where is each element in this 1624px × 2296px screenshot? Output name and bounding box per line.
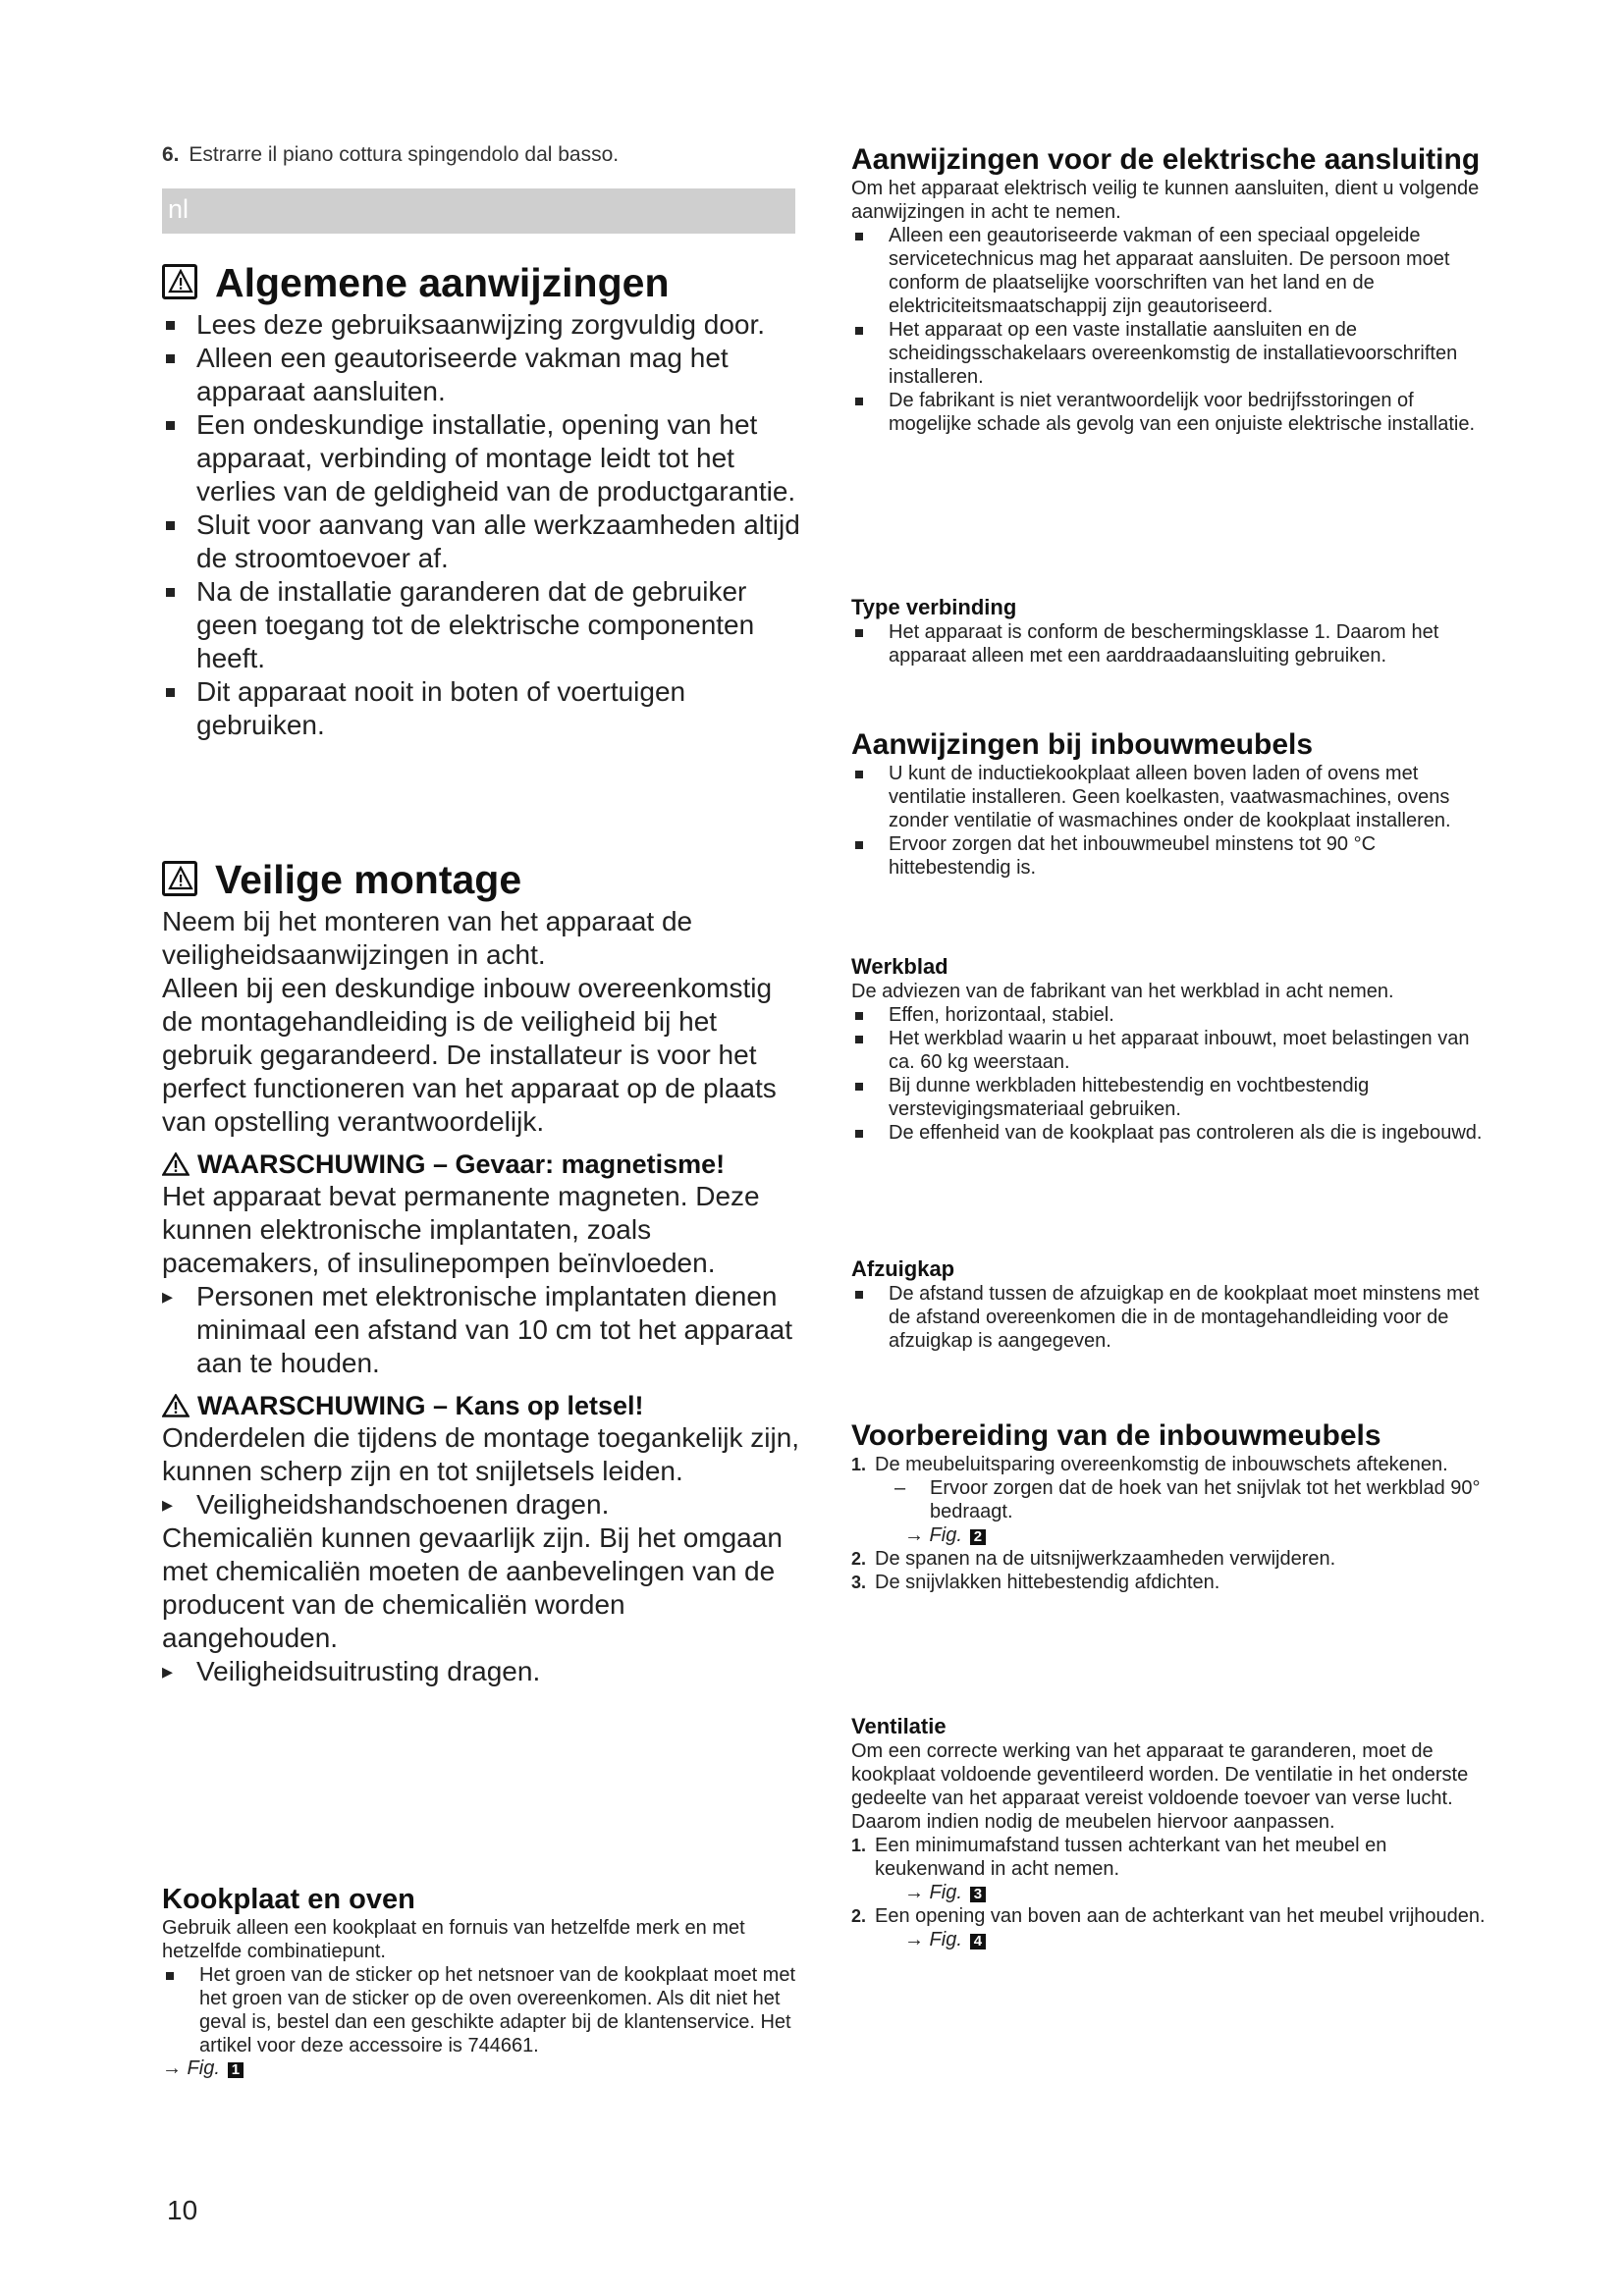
paragraph: Om een correcte werking van het apparaat te garanderen, moet de kookplaat voldoende geventileerd worden. De ventilatie in het onderste gedeelte van het apparaat vereist voldoende toevoer van verse lucht. Daarom indien nodig de meubelen hiervoor aanpassen. [851, 1740, 1469, 1833]
action-item: ▸ Veiligheidshandschoenen dragen. [162, 1488, 800, 1522]
step-item: 2. Een opening van boven aan de achterkant van het meubel vrijhouden. → Fig. 4 [851, 1904, 1499, 1951]
step-item: 3. De snijvlakken hittebestendig afdichten. [851, 1572, 1220, 1593]
list-item: Een ondeskundige installatie, opening van het apparaat, verbinding of montage leidt tot het verlies van de geldigheid van de productgarantie. [162, 408, 800, 508]
paragraph: Neem bij het monteren van het apparaat de veiligheidsaanwijzingen in acht. [162, 906, 693, 970]
warning-triangle-icon [162, 1152, 189, 1176]
figure-number: 1 [228, 2062, 244, 2078]
section-title-safe: Veilige montage [162, 856, 521, 903]
section-title-vent: Ventilatie [851, 1714, 947, 1738]
sub-step: – Ervoor zorgen dat de hoek van het snijvlak tot het werkblad 90° bedraagt. [894, 1476, 1499, 1523]
figure-number: 2 [970, 1529, 986, 1545]
step-item: 1. Een minimumafstand tussen achterkant van het meubel en keukenwand in acht nemen. → Fig. 3 [851, 1834, 1499, 1904]
list-item: Alleen een geautoriseerde vakman mag het apparaat aansluiten. [162, 342, 800, 408]
paragraph: Alleen bij een deskundige inbouw overeenkomstig de montagehandleiding is de veiligheid bij het gebruik gegarandeerd. De installateur is voor het perfect functioneren van het apparaat op de plaats van opstelling verantwoordelijk. [162, 973, 777, 1137]
list-item: Bij dunne werkbladen hittebestendig en vochtbestendig verstevigingsmateriaal gebruiken. [851, 1074, 1499, 1121]
figure-reference: → Fig. 1 [162, 2057, 800, 2080]
action-item: ▸ Veiligheidsuitrusting dragen. [162, 1655, 800, 1688]
list-item: Alleen een geautoriseerde vakman of een speciaal opgeleide servicetechnicus mag het apparaat aansluiten. De persoon moet conform de plaatselijke voorschriften van het land en de elektriciteitsmaatschappij zijn geautoriseerd. [851, 224, 1499, 318]
general-list [162, 308, 800, 742]
list-item: Na de installatie garanderen dat de gebruiker geen toegang tot de elektrische componenten heeft. [162, 575, 800, 675]
warning-heading: WAARSCHUWING – Gevaar: magnetisme! [162, 1148, 800, 1180]
section-title-furniture: Aanwijzingen bij inbouwmeubels [851, 728, 1314, 761]
section-title-connection: Type verbinding [851, 595, 1017, 619]
figure-reference: → Fig. 2 [875, 1523, 1499, 1547]
vent-section [851, 1714, 1499, 1951]
warning-icon [162, 264, 197, 299]
paragraph: Onderdelen die tijdens de montage toegankelijk zijn, kunnen scherp zijn en tot snijletsels leiden. [162, 1422, 800, 1486]
list-item: Effen, horizontaal, stabiel. [851, 1003, 1499, 1027]
paragraph: Gebruik alleen een kookplaat en fornuis van hetzelfde merk en met hetzelfde combinatiepunt. [162, 1917, 745, 1962]
prep-section [851, 1419, 1499, 1594]
electric-section [851, 143, 1499, 436]
list-item: Dit apparaat nooit in boten of voertuigen gebruiken. [162, 675, 800, 742]
hood-list [851, 1282, 1499, 1353]
prep-steps [851, 1453, 1499, 1594]
section-title-electric: Aanwijzingen voor de elektrische aansluiting [851, 143, 1481, 176]
worktop-section [851, 954, 1499, 1145]
vent-steps [851, 1834, 1499, 1951]
list-item: De afstand tussen de afzuigkap en de kookplaat moet minstens met de afstand overeenkomen die in de montagehandleiding voor de afzuigkap is aangegeven. [851, 1282, 1499, 1353]
list-item: Het apparaat is conform de beschermingsklasse 1. Daarom het apparaat alleen met een aarddraadaansluiting gebruiken. [851, 620, 1499, 667]
section-title-general: Algemene aanwijzingen [162, 259, 670, 306]
list-item: De effenheid van de kookplaat pas controleren als die is ingebouwd. [851, 1121, 1499, 1145]
connection-list [851, 620, 1499, 667]
figure-number: 4 [970, 1934, 986, 1949]
figure-reference: → Fig. 3 [875, 1881, 1499, 1904]
language-label: nl [168, 194, 189, 224]
page-number: 10 [167, 2195, 198, 2225]
cooktop-list [162, 1963, 800, 2057]
list-item: Het apparaat op een vaste installatie aansluiten en de scheidingsschakelaars overeenkomstig de installatievoorschriften installeren. [851, 318, 1499, 389]
furniture-section [851, 728, 1499, 880]
section-title-cooktop: Kookplaat en oven [162, 1884, 415, 1915]
list-item: De fabrikant is niet verantwoordelijk voor bedrijfsstoringen of mogelijke schade als gevolg van een onjuiste elektrische installatie. [851, 389, 1499, 436]
list-item: Ervoor zorgen dat het inbouwmeubel minstens tot 90 °C hittebestendig is. [851, 832, 1499, 880]
connection-section [851, 595, 1499, 667]
cooktop-section [162, 1883, 800, 2080]
section-title-prep: Voorbereiding van de inbouwmeubels [851, 1419, 1381, 1452]
paragraph: De adviezen van de fabrikant van het werkblad in acht nemen. [851, 981, 1394, 1002]
list-item: Lees deze gebruiksaanwijzing zorgvuldig door. [162, 308, 800, 342]
language-bar [162, 188, 795, 234]
step-item: 2. De spanen na de uitsnijwerkzaamheden verwijderen. [851, 1548, 1336, 1570]
action-item: ▸ Personen met elektronische implantaten dienen minimaal een afstand van 10 cm tot het apparaat aan te houden. [162, 1280, 800, 1380]
step-number: 6. [162, 143, 180, 166]
section-title-hood: Afzuigkap [851, 1256, 955, 1281]
hood-section [851, 1256, 1499, 1353]
step-text: Estrarre il piano cottura spingendolo dal basso. [189, 143, 620, 166]
warning-triangle-icon [162, 1394, 189, 1417]
list-item: Het groen van de sticker op het netsnoer van de kookplaat moet met het groen van de sticker op de oven overeenkomen. Als dit niet het geval is, bestel dan een geschikte adapter bij de klantenservice. Het artikel voor deze accessoire is 744661. [162, 1963, 800, 2057]
safe-text [162, 905, 800, 1688]
paragraph: Om het apparaat elektrisch veilig te kunnen aansluiten, dient u volgende aanwijzingen in acht te nemen. [851, 178, 1480, 223]
paragraph: Chemicaliën kunnen gevaarlijk zijn. Bij het omgaan met chemicaliën moeten de aanbevelingen van de producent van de chemicaliën worden aangehouden. [162, 1522, 783, 1653]
figure-reference: → Fig. 4 [875, 1928, 1499, 1951]
electric-list [851, 224, 1499, 436]
step-6 [162, 143, 619, 167]
warning-heading: WAARSCHUWING – Kans op letsel! [162, 1390, 800, 1421]
step-item: 1. De meubeluitsparing overeenkomstig de inbouwschets aftekenen. – Ervoor zorgen dat de hoek van het snijvlak tot het werkblad 90° bedraagt. → Fig. 2 [851, 1453, 1499, 1547]
paragraph: Het apparaat bevat permanente magneten. Deze kunnen elektronische implantaten, zoals pacemakers, of insulinepompen beïnvloeden. [162, 1181, 760, 1278]
list-item: Sluit voor aanvang van alle werkzaamheden altijd de stroomtoevoer af. [162, 508, 800, 575]
figure-number: 3 [970, 1887, 986, 1902]
warning-icon [162, 861, 197, 896]
list-item: U kunt de inductiekookplaat alleen boven laden of ovens met ventilatie installeren. Geen koelkasten, vaatwasmachines, ovens zonder ventilatie of wasmachines onder de kookplaat installeren. [851, 762, 1499, 832]
section-title-worktop: Werkblad [851, 954, 948, 979]
list-item: Het werkblad waarin u het apparaat inbouwt, moet belastingen van ca. 60 kg weerstaan. [851, 1027, 1499, 1074]
worktop-list [851, 1003, 1499, 1145]
furniture-list [851, 762, 1499, 880]
